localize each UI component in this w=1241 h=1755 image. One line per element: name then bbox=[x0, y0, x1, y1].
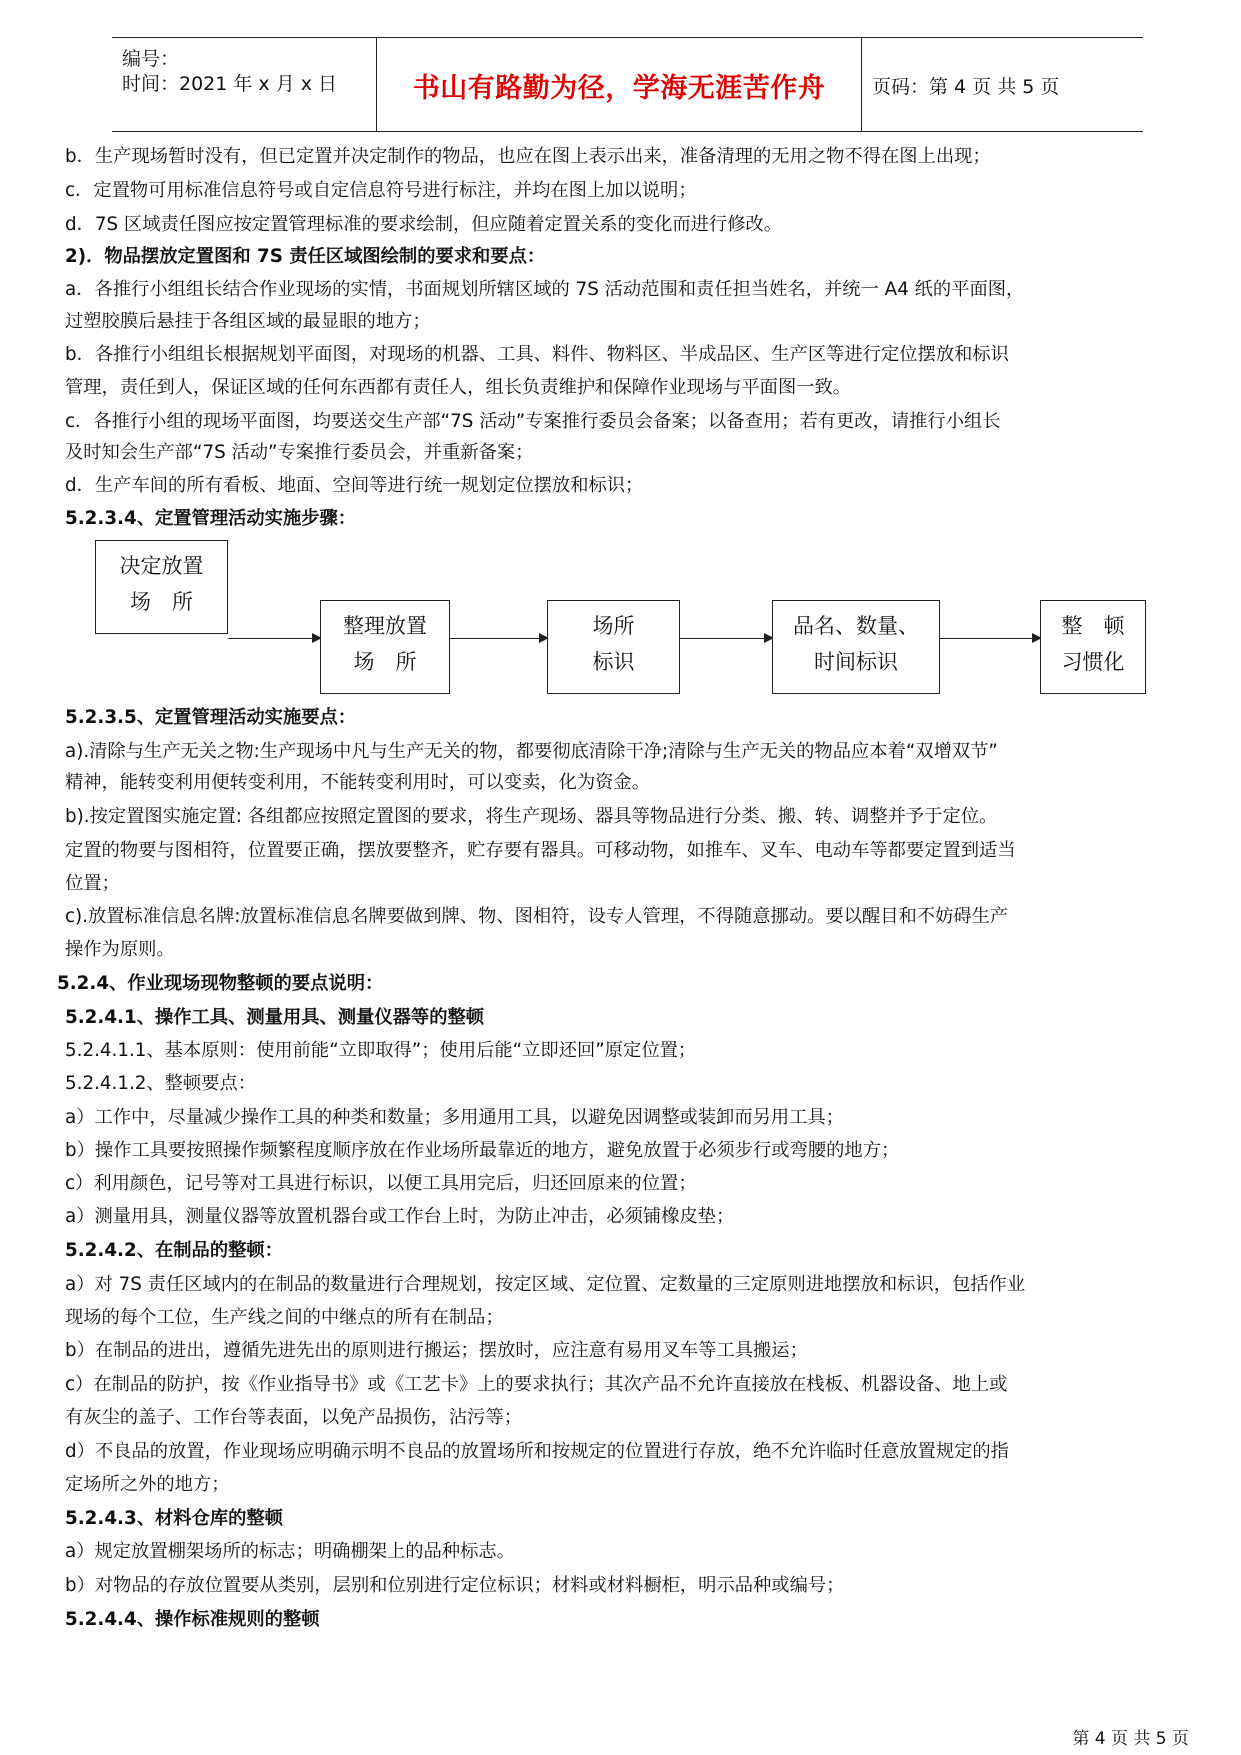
text-line: b）对物品的存放位置要从类别，层别和位别进行定位标识；材料或材料橱柜，明示品种或编号； bbox=[65, 1575, 845, 1596]
section-heading: 5.2.4.2、在制品的整顿： bbox=[65, 1240, 283, 1261]
section-heading: 5.2.4、作业现场现物整顿的要点说明： bbox=[57, 973, 384, 994]
page-footer: 第 4 页 共 5 页 bbox=[1072, 1729, 1189, 1749]
section-heading: 2)．物品摆放定置图和 7S 责任区域图绘制的要求和要点： bbox=[65, 246, 546, 267]
text-line: 位置； bbox=[65, 873, 120, 894]
section-heading: 5.2.3.4、定置管理活动实施步骤： bbox=[65, 508, 357, 529]
text-line: c．定置物可用标准信息符号或自定信息符号进行标注，并均在图上加以说明； bbox=[65, 180, 697, 201]
text-line: 定场所之外的地方； bbox=[65, 1474, 230, 1495]
text-line: b）操作工具要按照操作频繁程度顺序放在作业场所最靠近的地方，避免放置于必须步行或弯腰的地方； bbox=[65, 1140, 900, 1161]
text-line: a）测量用具，测量仪器等放置机器台或工作台上时，为防止冲击，必须铺橡皮垫； bbox=[65, 1206, 735, 1227]
flow-step-line: 标识 bbox=[592, 650, 635, 674]
header-info-cell bbox=[112, 38, 376, 131]
text-line: b）在制品的进出，遵循先进先出的原则进行搬运；摆放时，应注意有易用叉车等工具搬运； bbox=[65, 1340, 808, 1361]
document-header bbox=[112, 37, 1143, 132]
text-line: b).按定置图实施定置: 各组都应按照定置图的要求，将生产现场、器具等物品进行分类、搬、转、调整并予于定位。 bbox=[65, 806, 998, 827]
header-motto-cell bbox=[376, 38, 862, 131]
text-line: 现场的每个工位，生产线之间的中继点的所有在制品； bbox=[65, 1307, 504, 1328]
text-line: d．生产车间的所有看板、地面、空间等进行统一规划定位摆放和标识； bbox=[65, 475, 644, 496]
flow-step-box bbox=[1040, 600, 1146, 694]
section-heading: 5.2.4.4、操作标准规则的整顿 bbox=[65, 1609, 320, 1630]
flow-arrow bbox=[940, 638, 1040, 639]
section-heading: 5.2.4.3、材料仓库的整顿 bbox=[65, 1508, 283, 1529]
text-line: a）对 7S 责任区域内的在制品的数量进行合理规划，按定区域、定位置、定数量的三定原则进地摆放和标识，包括作业 bbox=[65, 1274, 1026, 1295]
flow-step-line: 整 顿 bbox=[1061, 614, 1125, 638]
text-line: 及时知会生产部“7S 活动”专案推行委员会，并重新备案； bbox=[65, 442, 534, 463]
flow-arrow bbox=[450, 638, 547, 639]
date-label: 时间：2021 年 x 月 x 日 bbox=[122, 73, 338, 95]
flow-step-line: 整理放置 bbox=[343, 614, 427, 638]
text-line: a）工作中，尽量减少操作工具的种类和数量；多用通用工具，以避免因调整或装卸而另用工具； bbox=[65, 1107, 845, 1128]
flow-step-box bbox=[320, 600, 450, 694]
text-line: c）在制品的防护，按《作业指导书》或《工艺卡》上的要求执行；其次产品不允许直接放在栈板、机器设备、地上或 bbox=[65, 1374, 1008, 1395]
text-line: b．各推行小组组长根据规划平面图，对现场的机器、工具、料件、物料区、半成品区、生产区等进行定位摆放和标识 bbox=[65, 344, 1009, 365]
text-line: a).清除与生产无关之物:生产现场中凡与生产无关的物，都要彻底清除干净;清除与生产无关的物品应本着“双增双节” bbox=[65, 741, 998, 762]
section-heading: 5.2.4.1、操作工具、测量用具、测量仪器等的整顿 bbox=[65, 1007, 485, 1028]
section-heading: 5.2.3.5、定置管理活动实施要点： bbox=[65, 707, 357, 728]
flow-step-line: 习惯化 bbox=[1061, 650, 1125, 674]
flow-step-box bbox=[772, 600, 940, 694]
text-line: a．各推行小组组长结合作业现场的实情，书面规划所辖区域的 7S 活动范围和责任担当姓名，并统一 A4 纸的平面图， bbox=[65, 279, 1025, 300]
text-line: 操作为原则。 bbox=[65, 939, 175, 960]
text-line: c）利用颜色，记号等对工具进行标识，以便工具用完后，归还回原来的位置； bbox=[65, 1173, 697, 1194]
flow-step-line: 场 所 bbox=[353, 650, 417, 674]
text-line: 5.2.4.1.2、整顿要点： bbox=[65, 1073, 257, 1094]
flow-step-line: 场 所 bbox=[130, 590, 193, 614]
text-line: b．生产现场暂时没有，但已定置并决定制作的物品，也应在图上表示出来，准备清理的无用之物不得在图上出现； bbox=[65, 146, 991, 167]
text-line: 有灰尘的盖子、工作台等表面，以免产品损伤，沾污等； bbox=[65, 1407, 523, 1428]
flow-step-line: 场所 bbox=[592, 614, 635, 638]
header-page-cell bbox=[862, 38, 1143, 131]
text-line: 精神，能转变利用便转变利用，不能转变利用时，可以变卖，化为资金。 bbox=[65, 772, 650, 793]
flow-step-line: 品名、数量、 bbox=[793, 614, 919, 638]
flow-arrow bbox=[228, 638, 320, 639]
flow-step-line: 决定放置 bbox=[119, 554, 204, 578]
motto: 书山有路勤为径，学海无涯苦作舟 bbox=[412, 73, 826, 104]
text-line: c．各推行小组的现场平面图，均要送交生产部“7S 活动”专案推行委员会备案；以备查用；若有更改，请推行小组长 bbox=[65, 411, 1001, 432]
text-line: d．7S 区域责任图应按定置管理标准的要求绘制，但应随着定置关系的变化而进行修改。 bbox=[65, 214, 783, 235]
flow-step-box bbox=[95, 540, 228, 634]
flow-step-line: 时间标识 bbox=[814, 650, 898, 674]
text-line: 定置的物要与图相符，位置要正确，摆放要整齐，贮存要有器具。可移动物，如推车、叉车、电动车等都要定置到适当 bbox=[65, 840, 1016, 861]
text-line: 管理，责任到人，保证区域的任何东西都有责任人，组长负责维护和保障作业现场与平面图一致。 bbox=[65, 377, 852, 398]
text-line: 过塑胶膜后悬挂于各组区域的最显眼的地方； bbox=[65, 311, 431, 332]
number-label: 编号： bbox=[122, 48, 180, 70]
flow-arrow bbox=[680, 638, 772, 639]
text-line: a）规定放置棚架场所的标志；明确棚架上的品种标志。 bbox=[65, 1541, 515, 1562]
text-line: d）不良品的放置，作业现场应明确示明不良品的放置场所和按规定的位置进行存放，绝不允许临时任意放置规定的指 bbox=[65, 1441, 1009, 1462]
text-line: 5.2.4.1.1、基本原则：使用前能“立即取得”；使用后能“立即还回”原定位置； bbox=[65, 1040, 697, 1061]
page-label: 页码：第 4 页 共 5 页 bbox=[872, 76, 1060, 98]
flow-step-box bbox=[547, 600, 680, 694]
text-line: c).放置标准信息名牌:放置标准信息名牌要做到牌、物、图相符，设专人管理，不得随意挪动。要以醒目和不妨碍生产 bbox=[65, 906, 1009, 927]
